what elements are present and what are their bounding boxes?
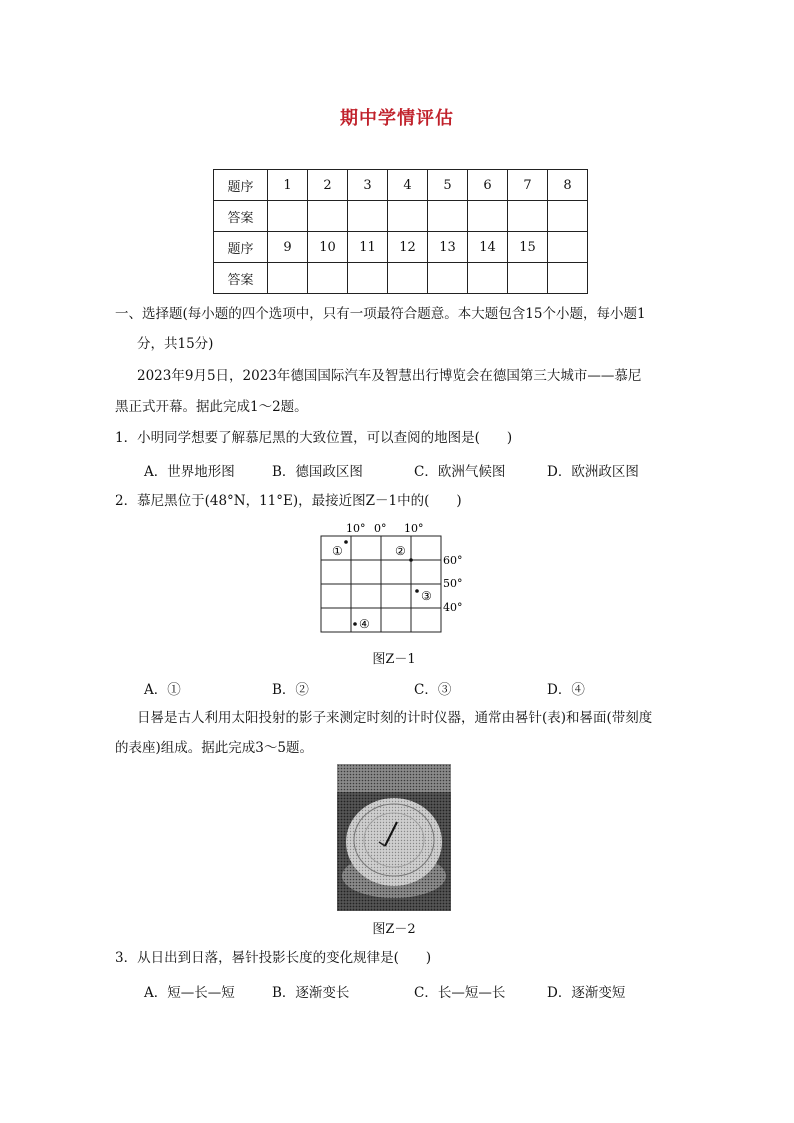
section-heading-line2: 分，共15分) [137,336,214,352]
table-cell: 13 [428,232,468,263]
intro-paragraph-2-line1: 日晷是古人利用太阳投射的影子来测定时刻的计时仪器，通常由晷针(表)和晷面(带刻度 [137,710,653,726]
intro-paragraph-line2: 黑正式开幕。据此完成1～2题。 [115,399,308,415]
map-point-3-dot [415,589,419,593]
longitude-label: 10° [346,522,366,535]
map-figure-z1 [310,520,470,636]
latitude-label: 40° [443,601,463,614]
question-3-option-c[interactable]: C．长—短—长 [414,985,506,1001]
answer-cell[interactable] [348,263,388,294]
answer-cell[interactable] [548,263,588,294]
answer-cell[interactable] [508,201,548,232]
table-cell: 3 [348,170,388,201]
answer-cell[interactable] [268,201,308,232]
table-cell: 1 [268,170,308,201]
latitude-label: 50° [443,577,463,590]
question-1-option-c[interactable]: C．欧洲气候图 [414,464,506,480]
table-cell: 15 [508,232,548,263]
question-2-option-c[interactable]: C．③ [414,682,452,698]
section-heading-line1: 一、选择题(每小题的四个选项中，只有一项最符合题意。本大题包含15个小题，每小题1 [115,306,646,322]
question-1-stem: 1．小明同学想要了解慕尼黑的大致位置，可以查阅的地图是( ) [115,430,513,446]
question-1-option-b[interactable]: B．德国政区图 [272,464,363,480]
table-cell: 2 [308,170,348,201]
question-1-option-d[interactable]: D．欧洲政区图 [547,464,639,480]
map-point-2-label: ② [395,544,406,558]
sundial-image [337,764,451,911]
map-grid-svg [310,520,470,636]
table-cell: 6 [468,170,508,201]
intro-paragraph-line1: 2023年9月5日，2023年德国国际汽车及智慧出行博览会在德国第三大城市——慕尼 [137,368,642,384]
table-cell: 9 [268,232,308,263]
intro-paragraph-2-line2: 的表座)组成。据此完成3～5题。 [115,740,313,756]
answer-cell[interactable] [428,201,468,232]
answer-cell[interactable] [468,263,508,294]
table-row-label: 题序 [214,232,268,263]
table-row [214,170,588,201]
answer-table [213,169,588,294]
question-2-option-b[interactable]: B．② [272,682,309,698]
figure-caption-z1: 图Z－1 [372,652,416,667]
question-1-option-a[interactable]: A．世界地形图 [144,464,235,480]
answer-cell[interactable] [268,263,308,294]
table-cell: 8 [548,170,588,201]
answer-cell[interactable] [308,201,348,232]
map-point-2-dot [409,558,413,562]
question-3-option-a[interactable]: A．短—长—短 [144,985,235,1001]
answer-cell[interactable] [308,263,348,294]
map-point-4-dot [353,622,357,626]
sundial-photo [337,764,451,911]
table-cell: 11 [348,232,388,263]
map-point-1-label: ① [332,544,343,558]
answer-cell[interactable] [388,201,428,232]
table-row [214,263,588,294]
question-2-option-d[interactable]: D．④ [547,682,585,698]
table-cell: 5 [428,170,468,201]
table-row-label: 题序 [214,170,268,201]
question-3-option-d[interactable]: D．逐渐变短 [547,985,626,1001]
table-row-label: 答案 [214,201,268,232]
table-cell: 12 [388,232,428,263]
table-row [214,232,588,263]
question-2-option-a[interactable]: A．① [144,682,181,698]
table-row [214,201,588,232]
table-cell: 7 [508,170,548,201]
map-point-1-dot [344,540,348,544]
table-cell: 10 [308,232,348,263]
answer-cell[interactable] [468,201,508,232]
longitude-label: 0° [374,522,387,535]
answer-cell[interactable] [388,263,428,294]
map-point-3-label: ③ [421,589,432,603]
map-point-4-label: ④ [359,617,370,631]
table-cell: 14 [468,232,508,263]
table-row-label: 答案 [214,263,268,294]
answer-cell[interactable] [548,201,588,232]
table-cell: 4 [388,170,428,201]
page-title: 期中学情评估 [340,108,454,129]
question-2-stem: 2．慕尼黑位于(48°N，11°E)，最接近图Z－1中的( ) [115,493,462,509]
latitude-label: 60° [443,554,463,567]
longitude-label: 10° [404,522,424,535]
answer-cell[interactable] [348,201,388,232]
figure-caption-z2: 图Z－2 [372,922,416,937]
question-3-option-b[interactable]: B．逐渐变长 [272,985,350,1001]
question-3-stem: 3．从日出到日落，晷针投影长度的变化规律是( ) [115,950,432,966]
answer-cell[interactable] [508,263,548,294]
answer-cell[interactable] [428,263,468,294]
table-cell [548,232,588,263]
